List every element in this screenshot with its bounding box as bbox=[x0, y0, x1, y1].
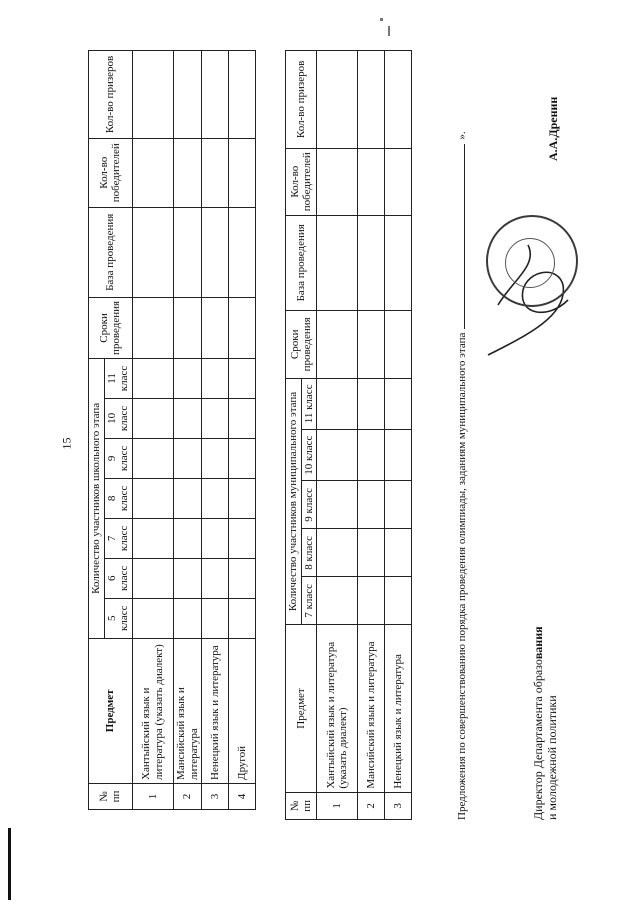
row-number: 3 bbox=[202, 783, 229, 809]
row-subject: Другой bbox=[229, 638, 256, 783]
header-grade: 7 класс bbox=[301, 577, 317, 625]
proposals-text: Предложения по совершенствованию порядка проведения олимпиады, заданиям муниципального этапа bbox=[456, 332, 468, 820]
director-title bbox=[532, 626, 560, 820]
header-grade: 5 класс bbox=[104, 598, 132, 638]
director-name: А.А.Дренин bbox=[546, 96, 560, 161]
table-row bbox=[202, 51, 229, 810]
header-grade: 7 класс bbox=[104, 518, 132, 558]
header-participants-school: Количество участников школьного этапа bbox=[89, 358, 105, 638]
header-winners: Кол-во победителей bbox=[89, 138, 133, 207]
official-stamp-center bbox=[505, 238, 555, 288]
header-base: База проведения bbox=[89, 207, 133, 297]
header-grade: 8 класс bbox=[104, 478, 132, 518]
fill-in-underline bbox=[464, 144, 465, 329]
table-row bbox=[173, 51, 201, 810]
row-number: 2 bbox=[173, 783, 201, 809]
director-line1-bold: вания bbox=[531, 626, 545, 660]
director-line1: Директор Департамента образо bbox=[531, 659, 545, 820]
director-line2: и молодежной политики bbox=[544, 695, 559, 820]
table-row bbox=[385, 51, 412, 820]
header-winners: Кол-во победителей bbox=[286, 148, 317, 215]
header-num: № пп bbox=[89, 783, 133, 809]
header-prizewinners: Кол-во призеров bbox=[286, 51, 317, 149]
row-number: 1 bbox=[132, 783, 173, 809]
header-grade: 11 класс bbox=[301, 378, 317, 429]
header-grade: 9 класс bbox=[301, 481, 317, 529]
table-row bbox=[132, 51, 173, 810]
header-grade: 6 класс bbox=[104, 558, 132, 598]
table-row bbox=[317, 51, 358, 820]
page-number: 15 bbox=[59, 437, 74, 450]
proposals-end: ». bbox=[456, 131, 468, 140]
row-subject: Мансийский язык и литература bbox=[358, 625, 385, 792]
row-subject: Мансийский язык и литература bbox=[173, 638, 201, 783]
header-grade: 10 класс bbox=[301, 430, 317, 481]
header-subject: Предмет bbox=[89, 638, 133, 783]
row-number: 4 bbox=[229, 783, 256, 809]
header-dates: Сроки проведения bbox=[286, 310, 317, 378]
row-subject: Хантыйский язык и литература (указать диалект) bbox=[132, 638, 173, 783]
header-dates: Сроки проведения bbox=[89, 297, 133, 358]
row-subject: Ненецкий язык и литература bbox=[385, 625, 412, 792]
municipal-stage-table bbox=[285, 50, 412, 820]
header-prizewinners: Кол-во призеров bbox=[89, 51, 133, 139]
header-grade: 9 класс bbox=[104, 438, 132, 478]
row-subject: Хантыйский язык и литература (указать диалект) bbox=[317, 625, 358, 792]
table-row bbox=[358, 51, 385, 820]
header-grade: 11 класс bbox=[104, 358, 132, 398]
proposals-line bbox=[456, 131, 468, 820]
header-num: № пп bbox=[286, 792, 317, 819]
row-number: 3 bbox=[385, 792, 412, 819]
school-stage-table bbox=[88, 50, 256, 810]
table-row bbox=[229, 51, 256, 810]
header-grade: 8 класс bbox=[301, 529, 317, 577]
header-base: База проведения bbox=[286, 215, 317, 310]
header-participants-municipal: Количество участников муниципального этапа bbox=[286, 378, 302, 625]
row-number: 1 bbox=[317, 792, 358, 819]
header-grade: 10 класс bbox=[104, 398, 132, 438]
header-subject: Предмет bbox=[286, 625, 317, 792]
row-number: 2 bbox=[358, 792, 385, 819]
row-subject: Ненецкий язык и литература bbox=[202, 638, 229, 783]
